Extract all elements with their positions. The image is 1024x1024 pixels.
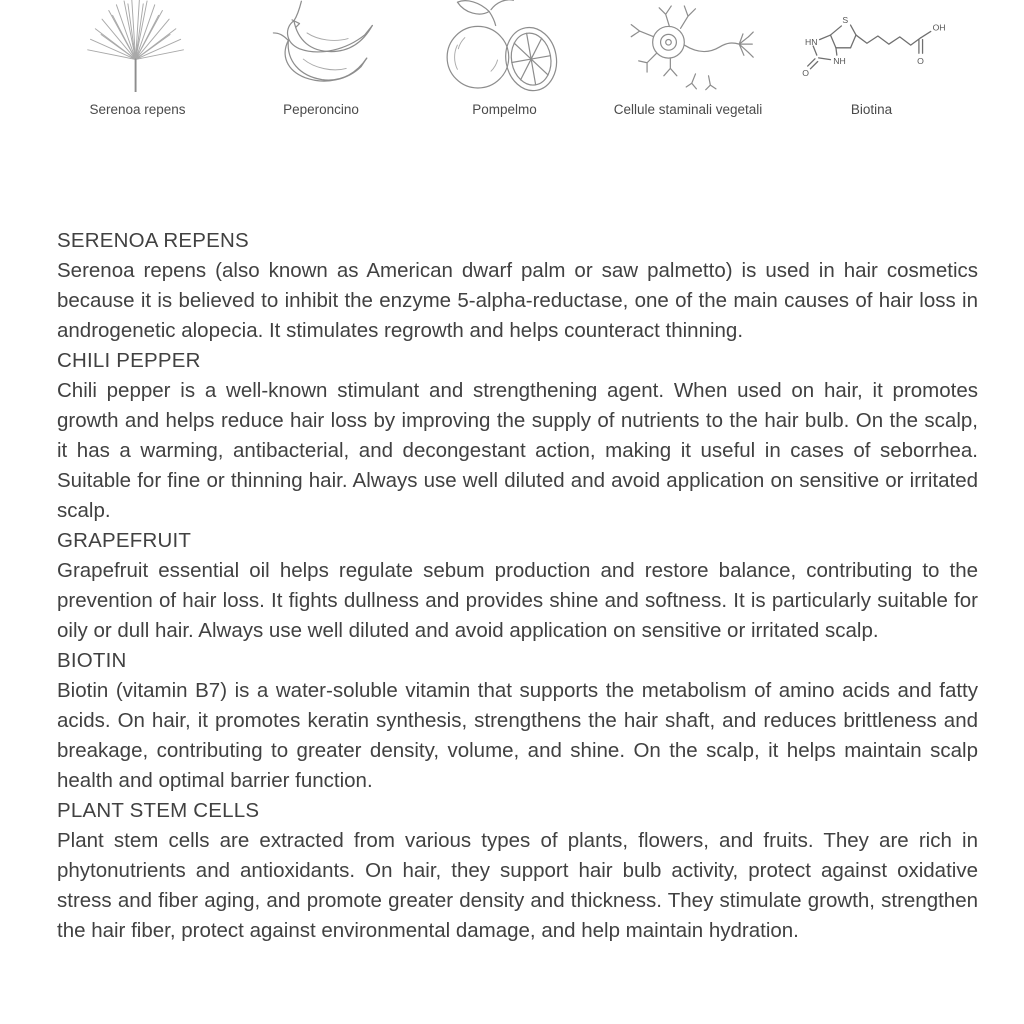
section-heading: SERENOA REPENS [57, 229, 249, 252]
biotin-o-acid-label: O [917, 56, 924, 67]
section-heading: BIOTIN [57, 649, 127, 672]
section-body: Biotin (vitamin B7) is a water-soluble vitamin that supports the metabolism of amino acids and fatty acids. On hair, it promotes keratin synthesis, strengthens the hair shaft, and reduces brittleness and breakage, contributing to greater density, volume, and shine. On the scalp, it helps maintain scalp health and optimal barrier function. [57, 679, 978, 792]
section-plant-stem-cells [57, 796, 978, 946]
ingredient-peperoncino [239, 0, 404, 118]
ingredient-descriptions [57, 226, 978, 946]
ingredient-serenoa-repens [55, 0, 220, 118]
section-body: Plant stem cells are extracted from various types of plants, flowers, and fruits. They are rich in phytonutrients and antioxidants. On hair, they support hair bulb activity, protect against oxidative stress and fiber aging, and promote greater density and thickness. They stimulate growth, strengthen the hair fiber, protect against environmental damage, and help maintain hydration. [57, 829, 978, 942]
section-body: Grapefruit essential oil helps regulate sebum production and restore balance, contributing to the prevention of hair loss. It fights dullness and provides shine and softness. It is particularly suitable for oily or dull hair. Always use well diluted and avoid application on sensitive or irritated scalp. [57, 559, 978, 642]
section-grapefruit [57, 526, 978, 646]
biotin-hn-label: HN [804, 37, 818, 48]
grapefruit-icon [435, 0, 575, 92]
ingredient-biotina [789, 0, 954, 118]
chili-peppers-icon [251, 0, 391, 92]
section-serenoa-repens [57, 226, 978, 346]
ingredient-label: Peperoncino [283, 102, 359, 117]
biotin-oh-label: OH [932, 22, 946, 33]
section-biotin [57, 646, 978, 796]
section-body: Chili pepper is a well-known stimulant and strengthening agent. When used on hair, it promotes growth and helps reduce hair loss by improving the supply of nutrients to the hair bulb. On the scalp, it has a warming, antibacterial, and decongestant action, making it useful in cases of seborrhea. Suitable for fine or thinning hair. Always use well diluted and avoid application on sensitive or irritated scalp. [57, 379, 978, 522]
biotin-nh-label: NH [833, 56, 846, 67]
plant-stem-cells-icon [621, 0, 756, 92]
section-chili-pepper [57, 346, 978, 526]
ingredient-label: Pompelmo [472, 102, 537, 117]
biotin-s-label: S [842, 15, 849, 26]
ingredient-pompelmo [422, 0, 587, 118]
section-body: Serenoa repens (also known as American dwarf palm or saw palmetto) is used in hair cosmetics because it is believed to inhibit the enzyme 5-alpha-reductase, one of the main causes of hair loss in androgenetic alopecia. It stimulates regrowth and helps counteract thinning. [57, 259, 978, 342]
section-heading: GRAPEFRUIT [57, 529, 192, 552]
ingredient-label: Cellule staminali vegetali [613, 102, 763, 117]
palm-leaf-icon [80, 0, 195, 92]
biotin-molecule-icon [794, 0, 949, 92]
section-heading: PLANT STEM CELLS [57, 799, 260, 822]
ingredient-label: Serenoa repens [89, 102, 186, 117]
ingredient-cellule-staminali [606, 0, 771, 118]
ingredient-label: Biotina [850, 102, 893, 117]
section-heading: CHILI PEPPER [57, 349, 201, 372]
ingredients-icon-row [0, 0, 1024, 118]
biotin-o-ring-label: O [802, 68, 809, 79]
